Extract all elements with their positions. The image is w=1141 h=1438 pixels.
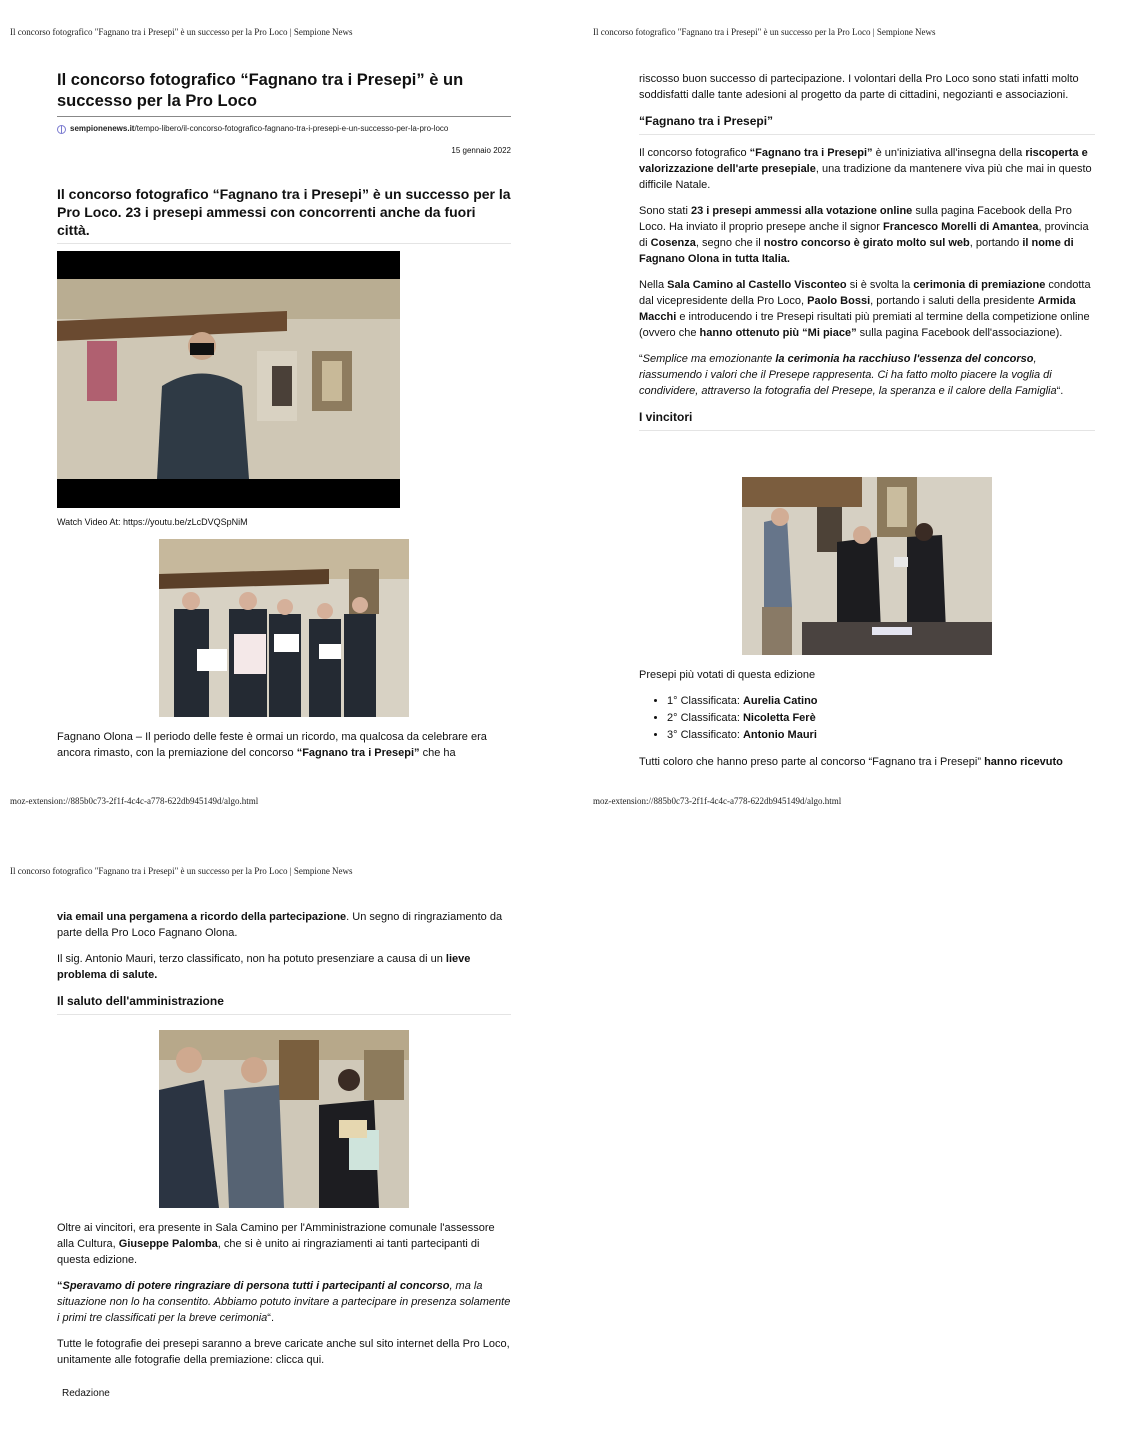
section-heading-saluto: Il saluto dell'amministrazione [57,993,511,1015]
winners-block [639,667,1095,780]
group-photo [159,539,409,717]
winners-list [639,693,1095,744]
section-heading-vincitori: I vincitori [639,409,1095,431]
article-lead: Il concorso fotografico “Fagnano tra i Presepi” è un successo per la Pro Loco. 23 i presepi ammessi con concorrenti anche da fuori città. [57,185,511,244]
intro-paragraph [57,729,511,771]
source-site[interactable]: sempionenews.it [70,124,135,133]
page-3-column [57,909,511,1025]
intro-continued: riscosso buon successo di partecipazione. I volontari della Pro Loco sono stati infatti molto soddisfatti dalle tante adesioni al progetto da parte di cittadini, negozianti e associazioni. [639,73,1079,101]
list-item: • 3° Classificato: Antonio Mauri [667,727,1095,744]
intro-text-end: che ha [419,747,456,759]
page-3-closing [57,1220,511,1378]
page-1-column [57,70,511,244]
running-header: Il concorso fotografico "Fagnano tra i Presepi" è un successo per la Pro Loco | Sempione News [10,866,353,876]
intro-text: Fagnano Olona – Il periodo delle feste è ormai un ricordo, ma qualcosa da celebrare era ancora rimasto, con la premiazione del concorso [57,731,487,759]
list-item: • 1° Classificata: Aurelia Catino [667,693,1095,710]
quote-paragraph: “Semplice ma emozionante la cerimonia ha racchiuso l'essenza del concorso, riassumendo i valori che il Presepe rappresenta. Ci ha fatto molto piacere la voglia di condividere, attraverso la fotografia del Presepe, la speranza e il calore della Famiglia“. [639,353,1064,397]
page-2-column [639,71,1095,441]
video-player[interactable] [57,251,400,508]
globe-icon [57,125,66,134]
publish-date: 15 gennaio 2022 [451,146,511,155]
winners-intro: Presepi più votati di questa edizione [639,669,816,681]
award-photo [742,477,992,655]
running-footer: moz-extension://885b0c73-2f1f-4c4c-a778-622db945149d/algo.html [10,796,259,806]
intro-bold: “Fagnano tra i Presepi” [296,747,420,759]
source-path[interactable]: /tempo-libero/il-concorso-fotografico-fagnano-tra-i-presepi-e-un-successo-per-la-pro-loco [134,124,449,133]
paragraph-4: Nella Sala Camino al Castello Visconteo si è svolta la cerimonia di premiazione condotta dal vicepresidente della Pro Loco, Paolo Bossi, portando i saluti della presidente Armida Macchi e introducendo i tre Presepi risultati più premiati al termine della competizione online (ovvero che hanno ottenuto più “Mi piace” sulla pagina Facebook dell'associazione). [639,279,1091,339]
paragraph-2: Il concorso fotografico “Fagnano tra i Presepi” è un'iniziativa all'insegna della riscoperta e valorizzazione dell'arte presepiale, una tradizione da mantenere viva più che mai in questo difficile Natale. [639,147,1092,191]
paragraph-3: Sono stati 23 i presepi ammessi alla votazione online sulla pagina Facebook della Pro Loco. Ha inviato il proprio presepe anche il signor Francesco Morelli di Amantea, provincia di Cosenza, segno che il nostro concorso è girato molto sul web, portando il nome di Fagnano Olona in tutta Italia. [639,205,1089,265]
paragraph-6-continued: via email una pergamena a ricordo della partecipazione. Un segno di ringraziamento da parte della Pro Loco Fagnano Olona. [57,911,503,939]
paragraph-10: Tutte le fotografie dei presepi saranno a breve caricate anche sul sito internet della Pro Loco, unitamente alle fotografie della premiazione: clicca qui. [57,1338,510,1366]
running-footer: moz-extension://885b0c73-2f1f-4c4c-a778-622db945149d/algo.html [593,796,842,806]
administration-photo [159,1030,409,1208]
running-header: Il concorso fotografico "Fagnano tra i Presepi" è un successo per la Pro Loco | Sempione News [10,27,353,37]
article-title: Il concorso fotografico “Fagnano tra i Presepi” è un successo per la Pro Loco [57,71,464,110]
title-block [57,70,511,117]
source-line[interactable] [57,121,511,137]
video-frame-image [57,251,400,508]
author: Redazione [62,1388,110,1399]
video-caption: Watch Video At: https://youtu.be/zLcDVQSpNiM [57,517,248,527]
running-header: Il concorso fotografico "Fagnano tra i Presepi" è un successo per la Pro Loco | Sempione News [593,27,936,37]
list-item: • 2° Classificata: Nicoletta Ferè [667,710,1095,727]
paragraph-7: Il sig. Antonio Mauri, terzo classificato, non ha potuto presenziare a causa di un lieve problema di salute. [57,953,471,981]
paragraph-6-start: Tutti coloro che hanno preso parte al concorso “Fagnano tra i Presepi” hanno ricevuto [639,756,1063,768]
paragraph-8: Oltre ai vincitori, era presente in Sala Camino per l'Amministrazione comunale l'assessore alla Cultura, Giuseppe Palomba, che si è unito ai ringraziamenti ai tanti partecipanti di questa edizione. [57,1222,495,1266]
section-heading-fagnano: “Fagnano tra i Presepi” [639,113,1095,135]
quote-administration: “Speravamo di potere ringraziare di persona tutti i partecipanti al concorso, ma la situazione non lo ha consentito. Abbiamo potuto invitare a partecipare in presenza solamente i primi tre classificati per la breve cerimonia“. [57,1280,511,1324]
